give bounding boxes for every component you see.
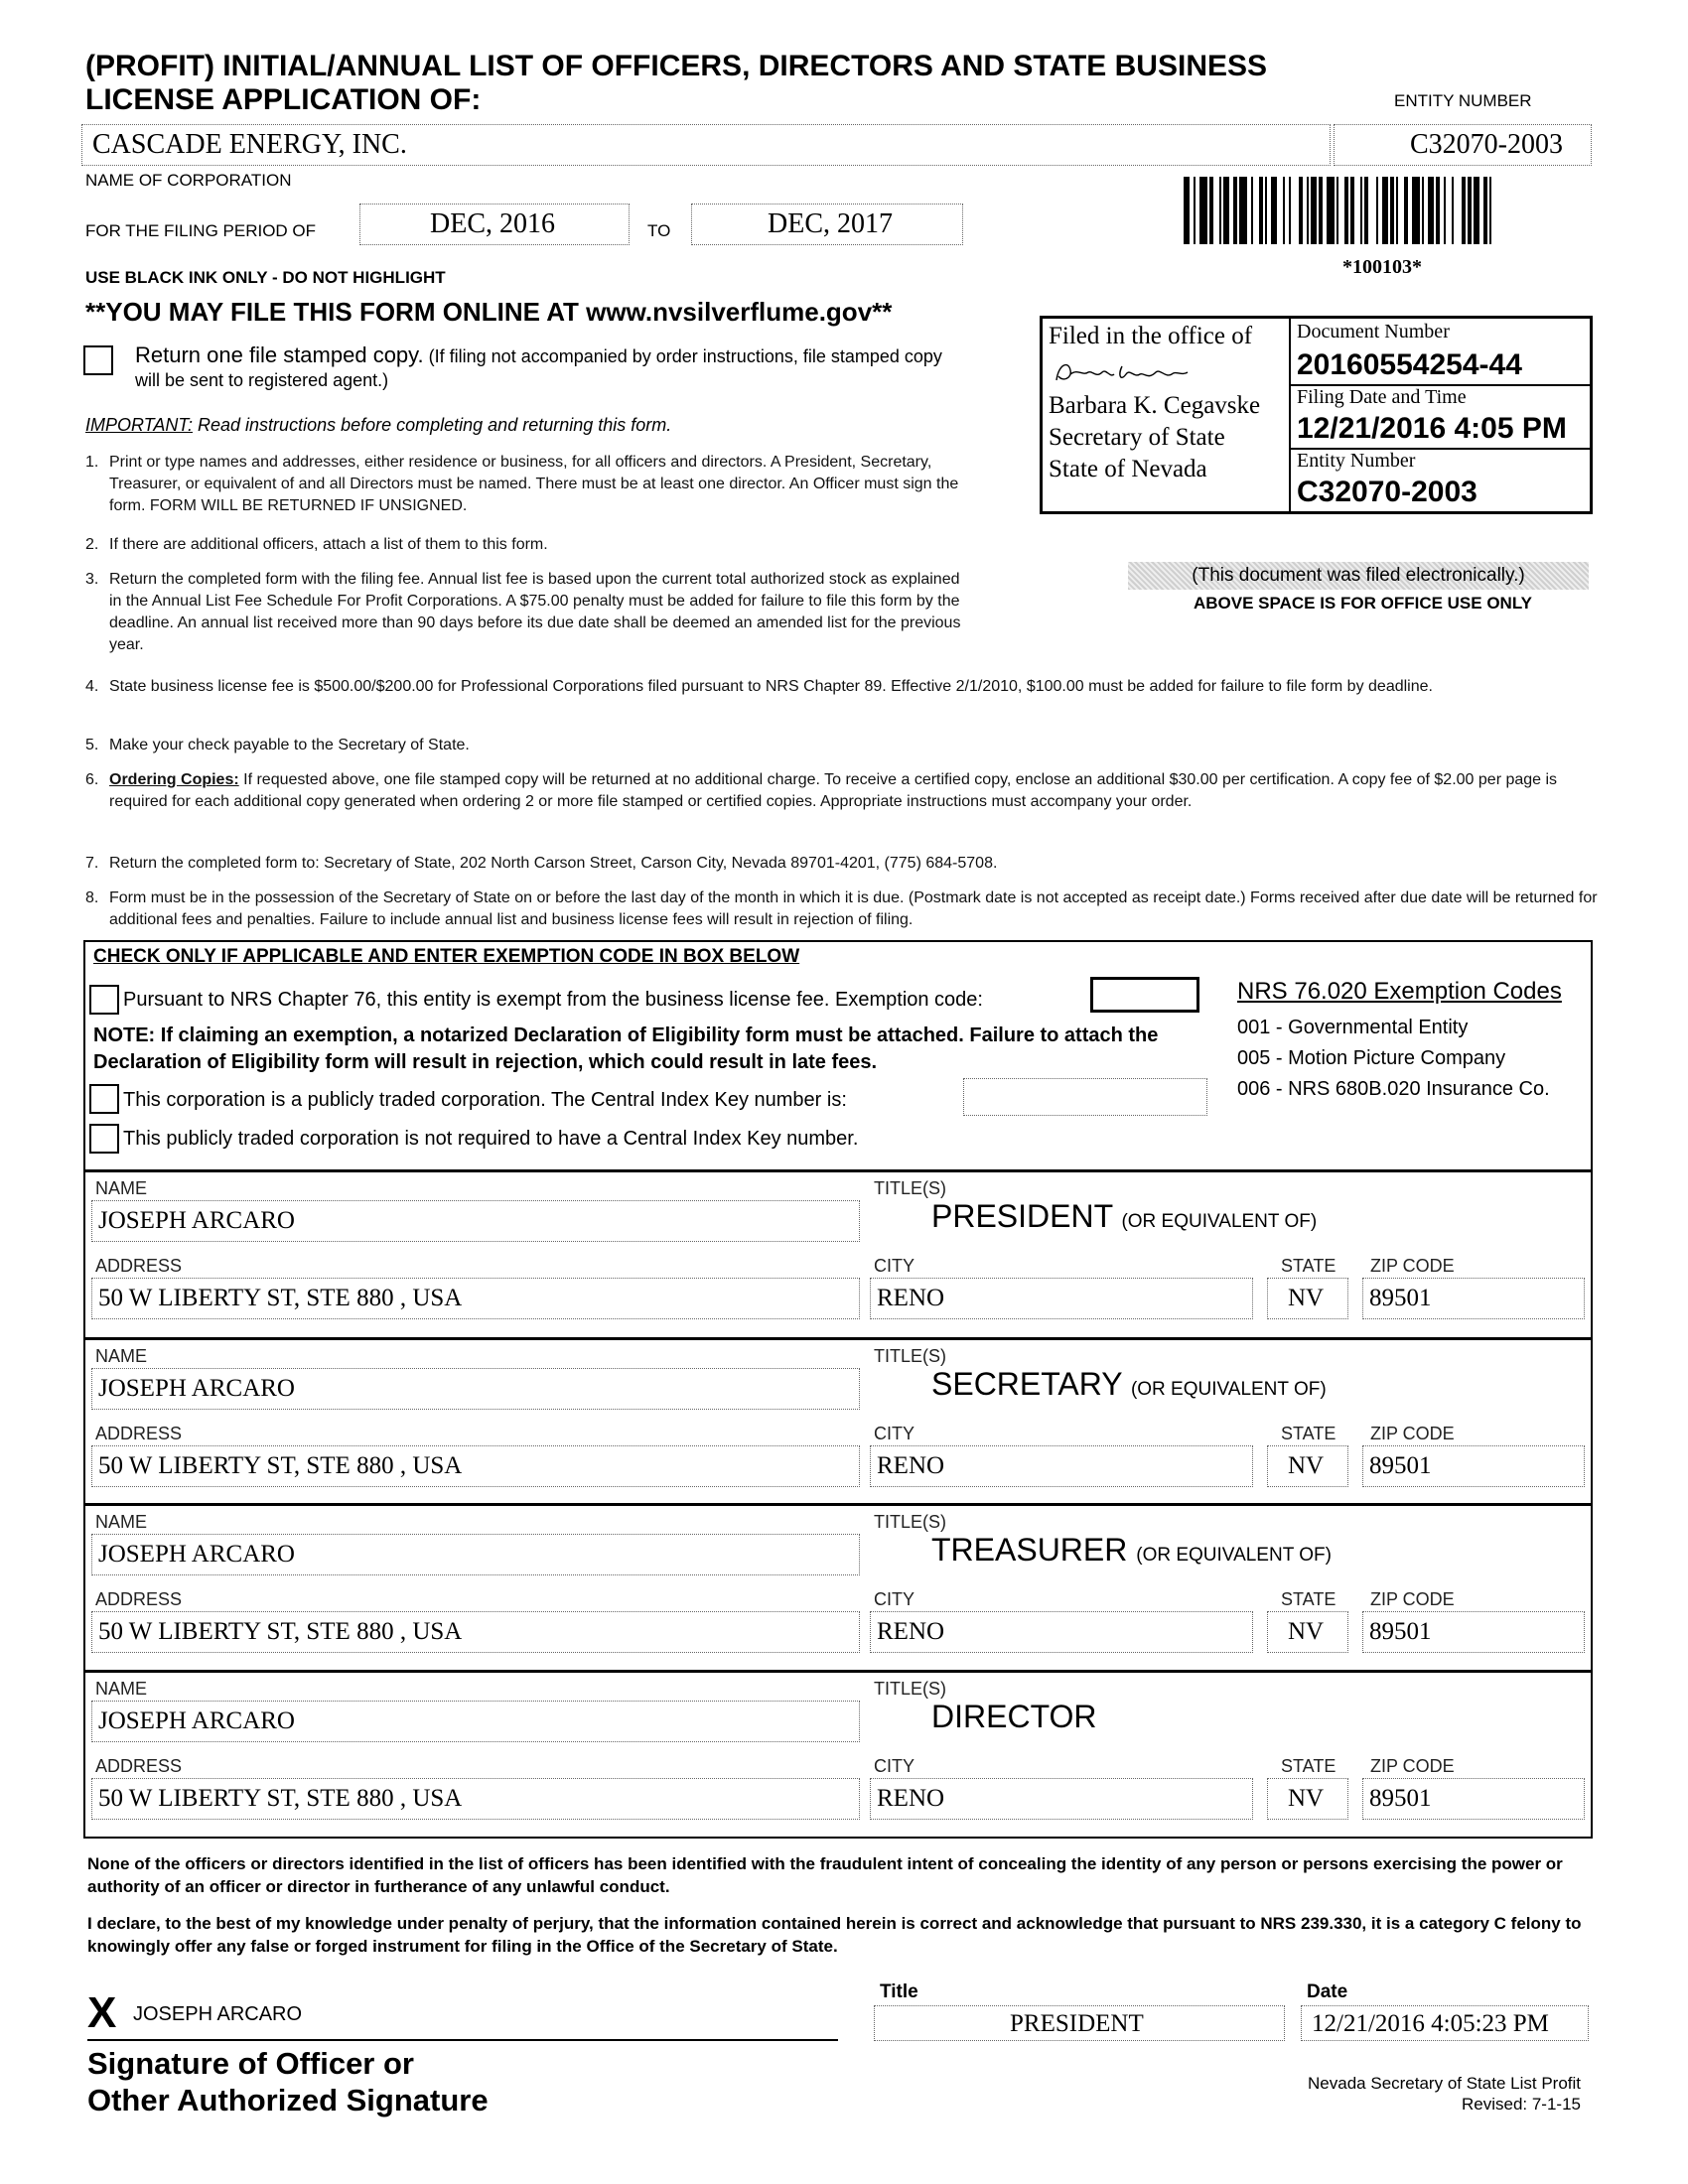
officer-block-secretary: [83, 1340, 1593, 1503]
instruction-4-text: State business license fee is $500.00/$200.00 for Professional Corporations filed pursuant to NRS Chapter 89. Effective 2/1/2010, $100.00 must be added for failure to file form by deadline.: [109, 678, 1433, 695]
stamp-filed-in: Filed in the office of: [1049, 323, 1253, 349]
return-copy-note: (If filing not accompanied by order instructions, file stamped copy will be sent to registered agent.): [135, 346, 942, 390]
exemption-code-006: 006 - NRS 680B.020 Insurance Co.: [1237, 1078, 1550, 1100]
important-line: [85, 415, 671, 436]
important-label: IMPORTANT:: [85, 415, 193, 435]
officer-address-value: 50 W LIBERTY ST, STE 880 , USA: [98, 1785, 463, 1812]
officer-zip-label: ZIP CODE: [1370, 1424, 1455, 1443]
officer-address-value: 50 W LIBERTY ST, STE 880 , USA: [98, 1285, 463, 1311]
officer-zip-label: ZIP CODE: [1370, 1756, 1455, 1776]
publicly-traded-checkbox[interactable]: [89, 1084, 119, 1114]
officer-city-label: CITY: [874, 1756, 915, 1776]
exemption-heading: CHECK ONLY IF APPLICABLE AND ENTER EXEMPTION CODE IN BOX BELOW: [93, 946, 800, 967]
officer-title-value: [931, 1366, 1327, 1403]
officer-title-text: SECRETARY: [931, 1366, 1123, 1402]
officer-name-value: JOSEPH ARCARO: [98, 1707, 295, 1734]
officer-city-label: CITY: [874, 1589, 915, 1609]
officer-name-value: JOSEPH ARCARO: [98, 1541, 295, 1568]
officer-name-label: NAME: [95, 1679, 148, 1699]
instruction-6: [85, 769, 1615, 813]
stamp-state: State of Nevada: [1049, 456, 1207, 482]
officer-title-value: [931, 1699, 1097, 1735]
instruction-5-text: Make your check payable to the Secretary of State.: [109, 737, 470, 753]
period-to-value: DEC, 2017: [768, 208, 893, 239]
instruction-8-text: Form must be in the possession of the Secretary of State on or before the last day of the month in which it is due. (Postmark date is not accepted as receipt date.) Forms received after due date will be returned for additional fees and penalties. Failure to include annual list and business license fees will result in rejection of filing.: [109, 889, 1598, 928]
officer-state-field[interactable]: [1267, 1611, 1348, 1653]
officer-zip-field[interactable]: [1362, 1445, 1585, 1487]
instruction-8-num: 8.: [85, 889, 99, 906]
instruction-6-text: If requested above, one file stamped copy will be returned at no additional charge. To receive a certified copy, enclose an additional $30.00 per certification. A copy fee of $2.00 per page is required for each additional copy generated when ordering 2 or more file stamped or certified copies. Appropriate instructions must accompany your order.: [109, 771, 1558, 810]
officer-name-label: NAME: [95, 1178, 148, 1198]
officer-zip-label: ZIP CODE: [1370, 1589, 1455, 1609]
stamp-doc-number-label: Document Number: [1297, 321, 1450, 342]
officer-name-field[interactable]: [91, 1534, 860, 1575]
officer-city-field[interactable]: [870, 1778, 1253, 1820]
name-of-corporation-label: NAME OF CORPORATION: [85, 171, 292, 190]
exemption-note: NOTE: If claiming an exemption, a notarized Declaration of Eligibility form must be attached. Failure to attach the Declaration of Eligibility form will result in rejection, which could result in late fees.: [93, 1024, 1159, 1073]
cik-number-field[interactable]: [963, 1078, 1207, 1116]
officer-state-label: STATE: [1281, 1589, 1336, 1609]
instruction-7: [85, 853, 1615, 875]
officer-title-equivalent: (OR EQUIVALENT OF): [1130, 1379, 1327, 1400]
instruction-4-num: 4.: [85, 678, 99, 695]
officer-address-label: ADDRESS: [95, 1589, 183, 1609]
signature-line: [87, 2039, 838, 2041]
cik-not-required-text: This publicly traded corporation is not required to have a Central Index Key number.: [123, 1128, 859, 1150]
officer-title-value: [931, 1198, 1317, 1235]
office-use-label: ABOVE SPACE IS FOR OFFICE USE ONLY: [1194, 594, 1532, 613]
instruction-2: [85, 534, 969, 556]
important-text: Read instructions before completing and returning this form.: [198, 415, 672, 435]
exemption-code-005: 005 - Motion Picture Company: [1237, 1047, 1506, 1069]
officer-zip-value: 89501: [1369, 1285, 1432, 1311]
officer-city-value: RENO: [877, 1285, 945, 1311]
barcode: [1184, 177, 1595, 244]
instruction-2-num: 2.: [85, 536, 99, 553]
officer-name-field[interactable]: [91, 1200, 860, 1242]
period-from-value: DEC, 2016: [430, 208, 555, 239]
officer-state-field[interactable]: [1267, 1778, 1348, 1820]
electronic-filing-banner: [1128, 562, 1589, 590]
barcode-text: *100103*: [1342, 256, 1422, 278]
officer-title-label: TITLE(S): [874, 1512, 947, 1532]
entity-number-value: C32070-2003: [1410, 129, 1563, 160]
office-stamp: [1040, 316, 1593, 514]
officer-name-value: JOSEPH ARCARO: [98, 1375, 295, 1402]
nrs76-exempt-text: Pursuant to NRS Chapter 76, this entity is exempt from the business license fee. Exemption code:: [123, 989, 983, 1011]
signature-title-value: PRESIDENT: [1010, 2010, 1144, 2037]
officer-city-field[interactable]: [870, 1611, 1253, 1653]
stamp-entity-label: Entity Number: [1297, 450, 1416, 472]
instruction-3-num: 3.: [85, 571, 99, 588]
signature-caption: [87, 2045, 489, 2118]
officer-address-value: 50 W LIBERTY ST, STE 880 , USA: [98, 1452, 463, 1479]
form-title: [85, 50, 1267, 117]
signature-date-field[interactable]: [1301, 2005, 1589, 2041]
publicly-traded-text: This corporation is a publicly traded corporation. The Central Index Key number is:: [123, 1089, 847, 1111]
officer-name-value: JOSEPH ARCARO: [98, 1207, 295, 1234]
officer-title-label: TITLE(S): [874, 1178, 947, 1198]
entity-number-field[interactable]: [1334, 124, 1592, 166]
form-footer: [1192, 2073, 1581, 2115]
officer-name-field[interactable]: [91, 1701, 860, 1742]
instruction-7-num: 7.: [85, 855, 99, 872]
officer-zip-field[interactable]: [1362, 1611, 1585, 1653]
officer-city-label: CITY: [874, 1424, 915, 1443]
officer-block-treasurer: [83, 1506, 1593, 1670]
officer-title-equivalent: (OR EQUIVALENT OF): [1136, 1545, 1332, 1566]
signature-date-value: 12/21/2016 4:05:23 PM: [1312, 2010, 1549, 2037]
form-title-line1: (PROFIT) INITIAL/ANNUAL LIST OF OFFICERS, DIRECTORS AND STATE BUSINESS: [85, 50, 1268, 82]
officer-city-value: RENO: [877, 1618, 945, 1645]
officer-title-label: TITLE(S): [874, 1679, 947, 1699]
officer-city-label: CITY: [874, 1256, 915, 1276]
officer-city-value: RENO: [877, 1452, 945, 1479]
form-title-line2: LICENSE APPLICATION OF:: [85, 83, 482, 116]
signer-name[interactable]: JOSEPH ARCARO: [133, 2003, 303, 2025]
officer-name-label: NAME: [95, 1346, 148, 1366]
stamp-official-title: Secretary of State: [1049, 424, 1225, 451]
officer-zip-value: 89501: [1369, 1618, 1432, 1645]
officer-address-label: ADDRESS: [95, 1256, 183, 1276]
electronic-filing-text: (This document was filed electronically.): [1192, 565, 1525, 586]
officer-block-president: [83, 1172, 1593, 1337]
period-from-field[interactable]: [359, 204, 630, 245]
period-to-label: TO: [647, 221, 671, 240]
officer-block-director: [83, 1673, 1593, 1837]
officer-zip-value: 89501: [1369, 1452, 1432, 1479]
instruction-5-num: 5.: [85, 737, 99, 753]
officer-name-label: NAME: [95, 1512, 148, 1532]
corporation-name-value: CASCADE ENERGY, INC.: [92, 129, 407, 160]
footer-line2: Revised: 7-1-15: [1461, 2095, 1581, 2114]
instruction-3: [85, 569, 969, 656]
instruction-2-text: If there are additional officers, attach a list of them to this form.: [109, 536, 548, 553]
officer-title-text: DIRECTOR: [931, 1699, 1097, 1734]
officer-title-text: PRESIDENT: [931, 1198, 1113, 1234]
instruction-4: [85, 676, 1615, 698]
officer-state-label: STATE: [1281, 1756, 1336, 1776]
officer-state-label: STATE: [1281, 1424, 1336, 1443]
signature-caption-line2: Other Authorized Signature: [87, 2083, 489, 2117]
officer-city-field[interactable]: [870, 1278, 1253, 1319]
return-copy-checkbox[interactable]: [83, 345, 113, 375]
signature-caption-line1: Signature of Officer or: [87, 2046, 414, 2081]
online-note: **YOU MAY FILE THIS FORM ONLINE AT www.nvsilverflume.gov**: [85, 297, 893, 327]
officer-city-value: RENO: [877, 1785, 945, 1812]
period-to-field[interactable]: [691, 204, 963, 245]
officer-address-label: ADDRESS: [95, 1424, 183, 1443]
black-ink-note: USE BLACK INK ONLY - DO NOT HIGHLIGHT: [85, 268, 446, 287]
stamp-doc-number: 20160554254-44: [1297, 348, 1522, 381]
stamp-signature: [1049, 354, 1207, 390]
filing-period-label: FOR THE FILING PERIOD OF: [85, 221, 317, 240]
instruction-3-text: Return the completed form with the filing fee. Annual list fee is based upon the current total authorized stock as explained in the Annual List Fee Schedule For Profit Corporations. A $75.00 penalty must be added for failure to file this form by the deadline. An annual list received more than 90 days before its due date shall be deemed an amended list for the previous year.: [109, 571, 961, 653]
nrs76-exempt-checkbox[interactable]: [89, 985, 119, 1015]
officer-zip-label: ZIP CODE: [1370, 1256, 1455, 1276]
instruction-5: [85, 735, 1615, 756]
signature-title-label: Title: [880, 1981, 918, 2002]
entity-number-label: ENTITY NUMBER: [1394, 91, 1532, 110]
officer-zip-field[interactable]: [1362, 1778, 1585, 1820]
officer-address-field[interactable]: [91, 1778, 860, 1820]
officer-title-label: TITLE(S): [874, 1346, 947, 1366]
instruction-6-heading: Ordering Copies:: [109, 771, 239, 788]
officer-name-field[interactable]: [91, 1368, 860, 1410]
officer-state-value: NV: [1288, 1785, 1325, 1812]
perjury-declaration: I declare, to the best of my knowledge under penalty of perjury, that the information contained herein is correct and acknowledge that pursuant to NRS 239.330, it is a category C felony to knowingly offer any false or forged instrument for filing in the Office of the Secretary of State.: [87, 1914, 1582, 1956]
officer-title-text: TREASURER: [931, 1532, 1128, 1568]
officer-zip-field[interactable]: [1362, 1278, 1585, 1319]
officer-state-value: NV: [1288, 1285, 1325, 1311]
return-copy-label: Return one file stamped copy.: [135, 342, 424, 367]
officer-address-field[interactable]: [91, 1611, 860, 1653]
officer-state-label: STATE: [1281, 1256, 1336, 1276]
instruction-1-text: Print or type names and addresses, either residence or business, for all officers and directors. A President, Secretary, Treasurer, or equivalent of and all Directors must be named. There must be at least one director. An Officer must sign the form. FORM WILL BE RETURNED IF UNSIGNED.: [109, 454, 959, 514]
officer-address-value: 50 W LIBERTY ST, STE 880 , USA: [98, 1618, 463, 1645]
signature-date-label: Date: [1307, 1981, 1348, 2002]
officer-title-equivalent: (OR EQUIVALENT OF): [1121, 1211, 1318, 1232]
instruction-7-text: Return the completed form to: Secretary of State, 202 North Carson Street, Carson City, Nevada 89701-4201, (775) 684-5708.: [109, 855, 998, 872]
stamp-entity-number: C32070-2003: [1297, 476, 1477, 508]
instruction-1-num: 1.: [85, 454, 99, 471]
officer-state-field[interactable]: [1267, 1445, 1348, 1487]
signature-title-field[interactable]: [874, 2005, 1285, 2041]
stamp-official-name: Barbara K. Cegavske: [1049, 392, 1261, 419]
corporation-name-field[interactable]: [81, 124, 1331, 166]
officer-address-field[interactable]: [91, 1445, 860, 1487]
stamp-filing-dt-label: Filing Date and Time: [1297, 386, 1467, 408]
officer-title-value: [931, 1532, 1332, 1569]
officer-state-field[interactable]: [1267, 1278, 1348, 1319]
officer-zip-value: 89501: [1369, 1785, 1432, 1812]
fraud-declaration: None of the officers or directors identified in the list of officers has been identified with the fraudulent intent of concealing the identity of any person or persons exercising the power or authority of an officer or director in furtherance of any unlawful conduct.: [87, 1854, 1563, 1896]
cik-not-required-checkbox[interactable]: [89, 1124, 119, 1154]
officer-state-value: NV: [1288, 1452, 1325, 1479]
officer-address-field[interactable]: [91, 1278, 860, 1319]
stamp-filing-dt: 12/21/2016 4:05 PM: [1297, 412, 1567, 445]
officer-city-field[interactable]: [870, 1445, 1253, 1487]
officer-state-value: NV: [1288, 1618, 1325, 1645]
instruction-6-num: 6.: [85, 771, 99, 788]
return-copy-text: [135, 343, 969, 392]
exemption-code-001: 001 - Governmental Entity: [1237, 1017, 1469, 1038]
instruction-1: [85, 452, 969, 517]
officer-address-label: ADDRESS: [95, 1756, 183, 1776]
exemption-code-input[interactable]: [1090, 977, 1199, 1013]
exemption-codes-title: NRS 76.020 Exemption Codes: [1237, 978, 1562, 1005]
footer-line1: Nevada Secretary of State List Profit: [1308, 2074, 1581, 2093]
signature-x-mark: X: [87, 1988, 117, 2037]
instruction-8: [85, 887, 1615, 931]
